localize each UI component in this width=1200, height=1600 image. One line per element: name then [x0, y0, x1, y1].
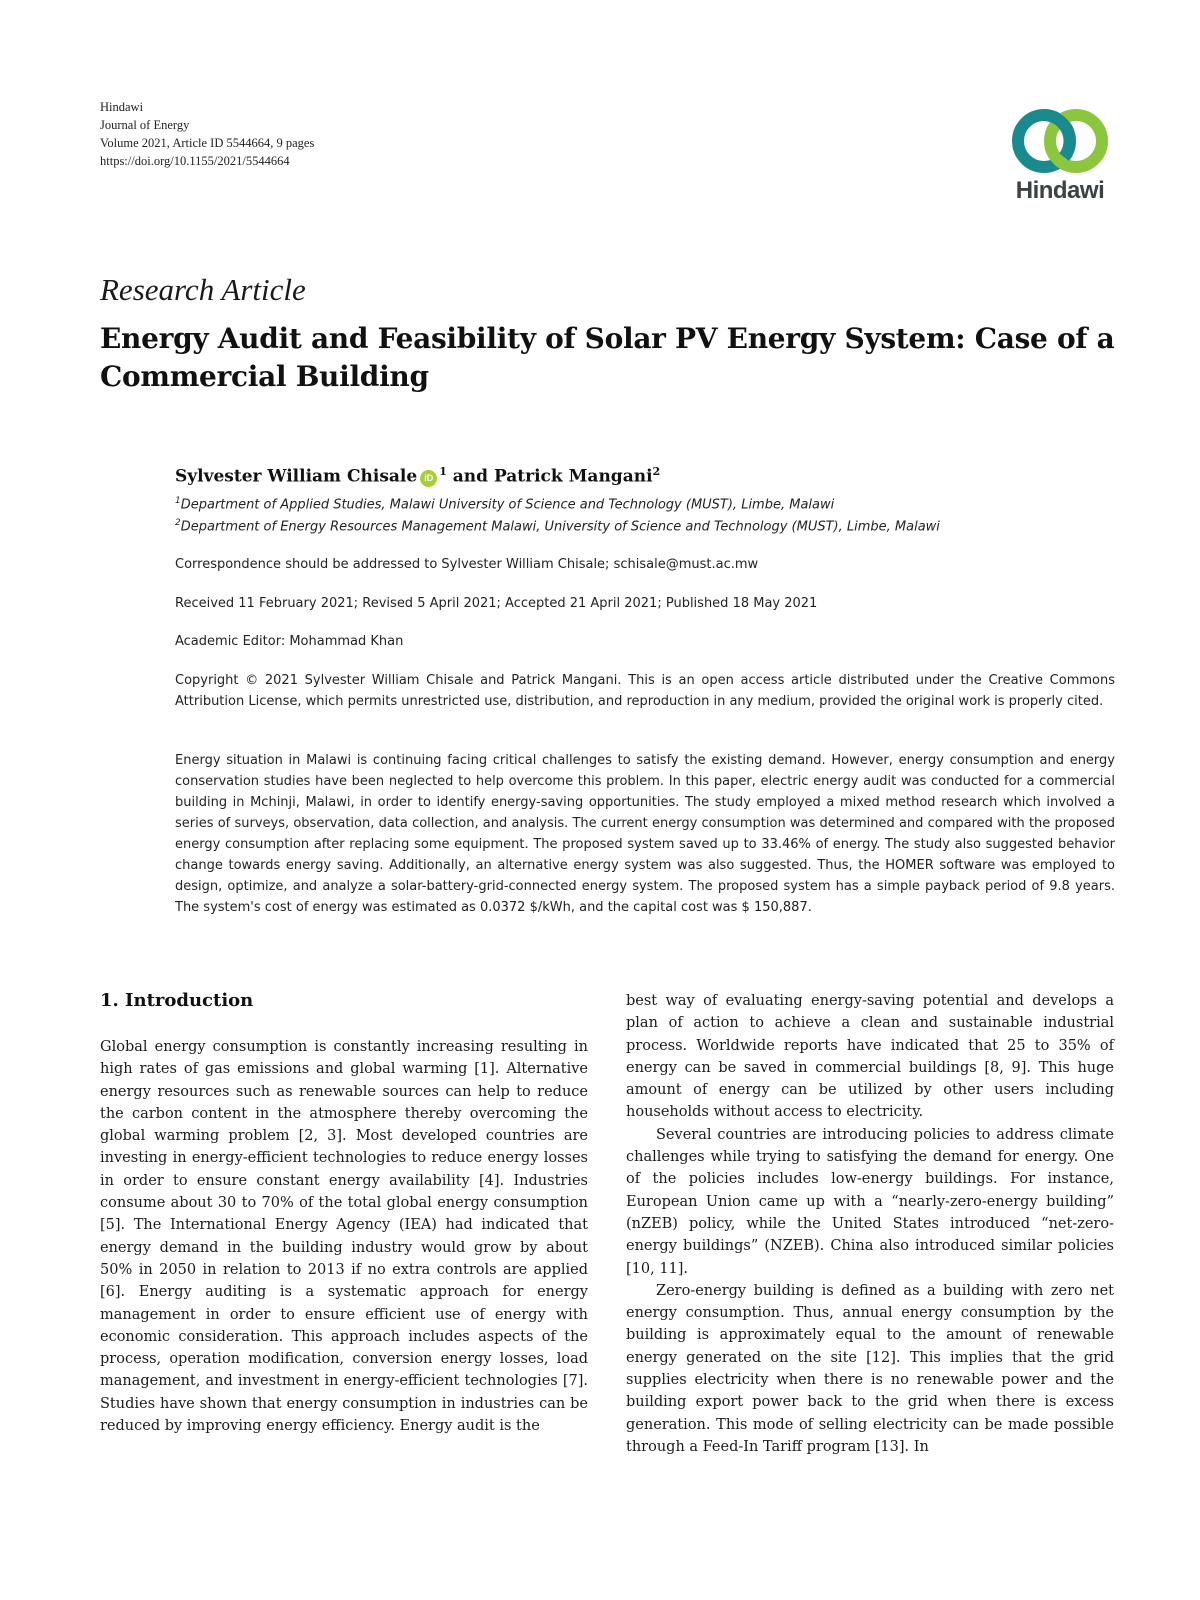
- body-paragraph: best way of evaluating energy-saving potential and develops a plan of action to achieve a clean and sustainable industrial process. Worldwide reports have indicated that 25 to 35% of energy can be saved in commercial buildings [8, 9]. This huge amount of energy can be utilized by other users including households without access to electricity.: [626, 993, 1114, 1121]
- body-column-right: [626, 990, 1114, 1458]
- publication-dates: Received 11 February 2021; Revised 5 April 2021; Accepted 21 April 2021; Published 18 May 2021: [175, 596, 818, 611]
- logo-wordmark: Hindawi: [1015, 177, 1105, 204]
- masthead: [100, 98, 314, 170]
- body-paragraph: Several countries are introducing policies to address climate challenges while trying to satisfying the demand for energy. One of the policies includes low-energy buildings. For instance, European Union came up with a “nearly-zero-energy building” (nZEB) policy, while the United States introduced “net-zero-energy buildings” (NZEB). China also introduced similar policies [10, 11].: [626, 1126, 1114, 1277]
- affiliation-marker: 2: [652, 465, 661, 478]
- publisher-name: Hindawi: [100, 100, 144, 114]
- affiliation-text: Department of Applied Studies, Malawi University of Science and Technology (MUST), Limbe, Malawi: [180, 497, 835, 513]
- doi-link[interactable]: https://doi.org/10.1155/2021/5544664: [100, 154, 290, 168]
- author-joiner: and: [446, 466, 494, 487]
- affiliation-1: [175, 496, 834, 512]
- hindawi-rings-icon: [1004, 105, 1116, 177]
- author-name[interactable]: Sylvester William Chisale: [175, 466, 418, 487]
- volume-line: Volume 2021, Article ID 5544664, 9 pages: [100, 136, 315, 150]
- body-paragraph: Zero-energy building is defined as a building with zero net energy consumption. Thus, annual energy consumption by the building is approximately equal to the amount of renewable energy generated on the site [12]. This implies that the grid supplies electricity when there is no renewable power and the building export power back to the grid when there is excess generation. This mode of selling electricity can be made possible through a Feed-In Tariff program [13]. In: [626, 1282, 1114, 1455]
- affiliation-number: 2: [175, 518, 181, 528]
- affiliation-number: 1: [175, 496, 181, 506]
- author-name[interactable]: Patrick Mangani: [493, 466, 653, 487]
- hindawi-logo: [1004, 105, 1116, 205]
- academic-editor: Academic Editor: Mohammad Khan: [175, 634, 404, 649]
- affiliation-text: Department of Energy Resources Management Malawi, University of Science and Technology (MUST), Limbe, Malawi: [180, 519, 940, 535]
- affiliation-2: [175, 518, 940, 534]
- body-paragraph: Global energy consumption is constantly increasing resulting in high rates of gas emissions and global warming [1]. Alternative energy resources such as renewable sources can help to reduce the carbon content in the atmosphere thereby overcoming the global warming problem [2, 3]. Most developed countries are investing in energy-efficient technologies to reduce energy losses in order to ensure constant energy availability [4]. Industries consume about 30 to 70% of the total global energy consumption [5]. The International Energy Agency (IEA) had indicated that energy demand in the building industry would grow by about 50% in 2050 in relation to 2013 if no extra controls are applied [6]. Energy auditing is a systematic approach for energy management in order to ensure efficient use of energy with economic consideration. This approach includes aspects of the process, operation modification, conversion energy losses, load management, and investment in energy-efficient technologies [7]. Studies have shown that energy consumption in industries can be reduced by improving energy efficiency. Energy audit is the: [100, 1039, 588, 1435]
- correspondence: Correspondence should be addressed to Sylvester William Chisale; schisale@must.ac.mw: [175, 557, 759, 572]
- orcid-icon[interactable]: iD: [420, 470, 437, 487]
- journal-name: Journal of Energy: [100, 118, 190, 132]
- copyright-notice: Copyright © 2021 Sylvester William Chisale and Patrick Mangani. This is an open access article distributed under the Creative Commons Attribution License, which permits unrestricted use, distribution, and reproduction in any medium, provided the original work is properly cited.: [175, 673, 1115, 709]
- author-line: [175, 465, 660, 487]
- article-title: Energy Audit and Feasibility of Solar PV Energy System: Case of a Commercial Building: [100, 322, 1115, 393]
- body-column-left: [100, 1036, 588, 1437]
- abstract: Energy situation in Malawi is continuing facing critical challenges to satisfy the existing demand. However, energy consumption and energy conservation studies have been neglected to help overcome this problem. In this paper, electric energy audit was conducted for a commercial building in Mchinji, Malawi, in order to identify energy-saving opportunities. The study employed a mixed method research which involved a series of surveys, observation, data collection, and analysis. The current energy consumption was determined and compared with the proposed energy consumption after replacing some equipment. The proposed system saved up to 33.46% of energy. The study also suggested behavior change towards energy saving. Additionally, an alternative energy system was also suggested. Thus, the HOMER software was employed to design, optimize, and analyze a solar-battery-grid-connected energy system. The proposed system has a simple payback period of 9.8 years. The system's cost of energy was estimated as 0.0372 $/kWh, and the capital cost was $ 150,887.: [175, 753, 1115, 915]
- section-heading: 1. Introduction: [100, 990, 254, 1011]
- article-type: Research Article: [100, 272, 306, 307]
- affiliation-marker: 1: [439, 465, 447, 478]
